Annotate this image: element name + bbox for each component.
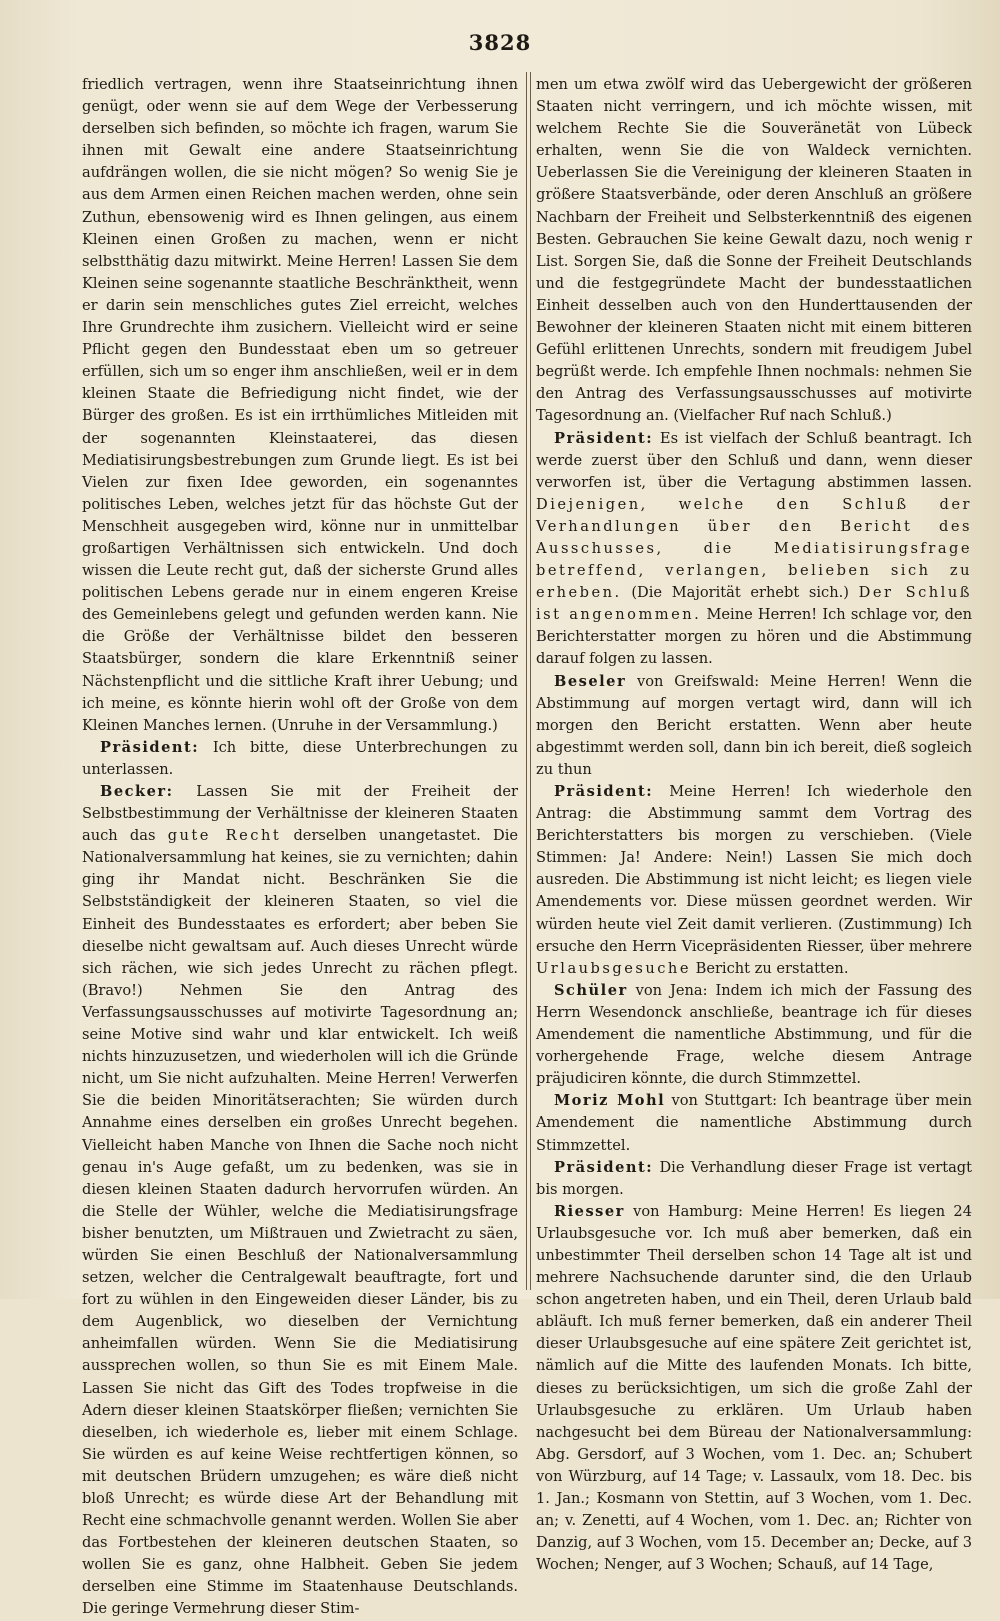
- paragraph-text: men um etwa zwölf wird das Uebergewicht der größeren Staaten nicht verringern, und ich möchte wissen, mit welchem Rechte Sie die Souveränetät von Lübeck erhalten, wenn Sie die von Waldeck vernichten. Ueberlassen Sie die Vereinigung der kleineren Staaten in größere Staatsverbände, oder deren Anschluß an größere Nachbarn der Freiheit und Selbsterkenntniß des eigenen Besten. Gebrauchen Sie keine Gewalt dazu, noch wenig r List. Sorgen Sie, daß die Sonne der Freiheit Deutschlands und die festgegründete Macht der bundesstaatlichen Einheit desselben auch von den Hunderttausenden der Bewohner der kleineren Staaten nicht mit einem bitteren Gefühl erlittenen Unrechts, sondern mit freudigem Jubel begrüßt werde. Ich empfehle Ihnen nochmals: nehmen Sie den Antrag des Verfassungsausschusses auf motivirte Tagesordnung an. (Vielfacher Ruf nach Schluß.): [536, 76, 972, 425]
- speech: [536, 1090, 972, 1156]
- emphasized-text: Diejenigen, welche den Schluß der Verhandlungen über den Bericht des Ausschusses, die Mediatisirungsfrage betreffend, verlangen, belieben sich zu erheben.: [536, 495, 972, 602]
- speech: [82, 737, 518, 781]
- speaker-name: Präsident:: [554, 1158, 654, 1176]
- speaker-name: Präsident:: [554, 783, 654, 800]
- paragraph-text: friedlich vertragen, wenn ihre Staatseinrichtung ihnen genügt, oder wenn sie auf dem Wege der Verbesserung derselben sich befinden, so möchte ich fragen, warum Sie ihnen mit Gewalt eine andere Staatseinrichtung aufdrängen wollen, die sie nicht mögen? So wenig Sie je aus dem Armen einen Reichen machen werden, ohne sein Zuthun, ebensowenig wird es Ihnen gelingen, aus einem Kleinen einen Großen zu machen, wenn er nicht selbstthätig dazu mitwirkt. Meine Herren! Lassen Sie dem Kleinen seine sogenannte staatliche Beschränktheit, wenn er darin sein menschliches gutes Ziel erreicht, welches Ihre Grundrechte ihm zusichern. Vielleicht wird er seine Pflicht gegen den Bundesstaat eben um so getreuer erfüllen, sich um so enger ihm anschließen, weil er in dem kleinen Staate die Befriedigung nicht findet, wie der Bürger des großen. Es ist ein irrthümliches Mitleiden mit der sogenannten Kleinstaaterei, das diesen Mediatisirungsbestrebungen zum Grunde liegt. Es ist bei Vielen zur fixen Idee geworden, ein sogenanntes politisches Leben, welches jetzt für das höchste Gut der Menschheit ausgegeben wird, könne nur in unmittelbar großartigen Verhältnissen sich entwickeln. Und doch wissen die Leute recht gut, daß der sicherste Grund alles politischen Lebens gerade nur in einem engeren Kreise des Gemeinlebens gelegt und gefunden werden kann. Nie die Größe der Verhältnisse bildet den besseren Staatsbürger, sondern die klare Erkenntniß seiner Nächstenpflicht und die sittliche Kraft ihrer Uebung; und ich meine, es könnte hierin wohl oft der Große von dem Kleinen Manches lernen. (Unruhe in der Versammlung.): [82, 76, 518, 734]
- speech: [536, 1201, 972, 1577]
- speech-text: von Hamburg: Meine Herren! Es liegen 24 Urlaubsgesuche vor. Ich muß aber bemerken, daß ein unbestimmter Theil derselben schon 14 Tage alt ist und mehrere Nachsuchende darunter sind, die den Urlaub schon angetreten haben, und ein Theil, deren Urlaub bald abläuft. Ich muß ferner bemerken, daß ein anderer Theil dieser Urlaubsgesuche auf eine spätere Zeit gerichtet ist, nämlich auf die Mitte des laufenden Monats. Ich bitte, dieses zu berücksichtigen, um sich die große Zahl der Urlaubsgesuche zu erklären. Um Urlaub haben nachgesucht bei dem Büreau der Nationalversammlung: Abg. Gersdorf, auf 3 Wochen, vom 1. Dec. an; Schubert von Würzburg, auf 14 Tage; v. Lassaulx, vom 18. Dec. bis 1. Jan.; Kosmann von Stettin, auf 3 Wochen, vom 1. Dec. an; v. Zenetti, auf 4 Wochen, vom 1. Dec. an; Richter von Danzig, auf 3 Wochen, vom 15. December an; Decke, auf 3 Wochen; Nenger, auf 3 Wochen; Schauß, auf 14 Tage,: [536, 1202, 972, 1574]
- speech: [536, 980, 972, 1090]
- speech-text: derselben unangetastet. Die Nationalversammlung hat keines, sie zu vernichten; dahin ging ihr Mandat nicht. Beschränken Sie die Selbstständigkeit der kleineren Staaten, so viel die Einheit des Bundesstaates es erfordert; aber beben Sie dieselbe nicht gewaltsam auf. Auch dieses Unrecht würde sich rächen, wie sich jedes Unrecht zu rächen pflegt. (Bravo!) Nehmen Sie den Antrag des Verfassungsausschusses auf motivirte Tagesordnung an; seine Motive sind wahr und klar entwickelt. Ich weiß nichts hinzuzusetzen, und wiederholen will ich die Gründe nicht, um Sie nicht aufzuhalten. Meine Herren! Verwerfen Sie die beiden Minoritätserachten; Sie würden durch Annahme eines derselben ein großes Unrecht begehen. Vielleicht haben Manche von Ihnen die Sache noch nicht genau in's Auge gefaßt, um zu bedenken, was sie in diesen kleinen Staaten dadurch hervorrufen würden. An die Stelle der Wühler, welche die Mediatisirungsfrage bisher benutzten, um Mißtrauen und Zwietracht zu säen, würden Sie einen Beschluß der Nationalversammlung setzen, welcher die Centralgewalt beauftragte, fort und fort zu wühlen in den Eingeweiden dieser Länder, bis zu dem Augenblick, wo dieselben der Vernichtung anheimfallen würden. Wenn Sie die Mediatisirung aussprechen wollen, so thun Sie es mit Einem Male. Lassen Sie nicht das Gift des Todes tropfweise in die Adern dieser kleinen Staatskörper fließen; vernichten Sie dieselben, ich wiederhole es, lieber mit einem Schlage. Sie würden es auf keine Weise rechtfertigen können, so mit deutschen Brüdern umzugehen; es wäre dieß nicht bloß Unrecht; es würde diese Art der Behandlung mit Recht eine schmachvolle genannt werden. Wollen Sie aber das Fortbestehen der kleineren deutschen Staaten, so wollen Sie es ganz, ohne Halbheit. Geben Sie jedem derselben eine Stimme im Staatenhause Deutschlands. Die geringe Vermehrung dieser Stim-: [82, 827, 519, 1618]
- speaker-name: Schüler: [554, 981, 628, 999]
- speech-text: von Jena: Indem ich mich der Fassung des Herrn Wesendonck anschließe, beantrage ich für dieses Amendement die namentliche Abstimmung, und für die vorhergehende Frage, welche diesem Antrage präjudiciren könnte, die durch Stimmzettel.: [536, 981, 972, 1088]
- speech: [536, 1157, 972, 1201]
- right-column: [536, 74, 973, 1574]
- page-number: 3828: [468, 30, 532, 55]
- speaker-name: Moriz Mohl: [554, 1092, 666, 1110]
- speech: [536, 781, 972, 980]
- speaker-name: Beseler: [554, 672, 627, 690]
- speaker-name: Präsident:: [554, 429, 654, 447]
- speech-text: Bericht zu erstatten.: [690, 959, 849, 977]
- speech-text: (Die Majorität erhebt sich.): [621, 584, 859, 602]
- paragraph: [82, 74, 518, 737]
- speaker-name: Becker:: [100, 783, 174, 800]
- emphasized-text: gute Recht: [167, 827, 282, 845]
- speech-text: Ich bitte, diese Unterbrechungen zu unterlassen.: [82, 738, 518, 778]
- emphasized-text: Urlaubsgesuche: [536, 959, 691, 977]
- speech-text: Lassen Sie mit der Freiheit der Selbstbestimmung der Verhältnisse der kleineren Staaten auch das: [82, 783, 518, 845]
- speaker-name: Riesser: [554, 1202, 625, 1220]
- speech-text: Die Verhandlung dieser Frage ist vertagt bis morgen.: [536, 1158, 972, 1198]
- paragraph: [536, 74, 972, 428]
- speech: [536, 428, 972, 671]
- speech: [536, 671, 972, 781]
- left-column: [82, 74, 519, 1618]
- speech-text: von Stuttgart: Ich beantrage über mein Amendement die namentliche Abstimmung durch Stimmzettel.: [536, 1092, 972, 1154]
- speech-text: Es ist vielfach der Schluß beantragt. Ich werde zuerst über den Schluß und dann, wenn dieser verworfen ist, über die Vertagung abstimmen lassen.: [536, 429, 972, 491]
- speech-text: Meine Herren! Ich wiederhole den Antrag: die Abstimmung sammt dem Vortrag des Berichterstatters bis morgen zu verschieben. (Viele Stimmen: Ja! Andere: Nein!) Lassen Sie mich doch ausreden. Die Abstimmung ist nicht leicht; es liegen viele Amendements vor. Diese müssen geordnet werden. Wir würden heute viel Zeit damit verlieren. (Zustimmung) Ich ersuche den Herrn Vicepräsidenten Riesser, über mehrere: [536, 783, 972, 955]
- emphasized-text: Der Schluß ist angenommen.: [536, 584, 973, 624]
- speech: [82, 781, 518, 1621]
- speech-text: von Greifswald: Meine Herren! Wenn die Abstimmung auf morgen vertagt wird, dann will ich morgen den Bericht erstatten. Wenn aber heute abgestimmt werden soll, dann bin ich bereit, dieß sogleich zu thun: [536, 672, 972, 778]
- column-divider: [526, 72, 531, 1290]
- speaker-name: Präsident:: [100, 738, 200, 756]
- speech-text: Meine Herren! Ich schlage vor, den Berichterstatter morgen zu hören und die Abstimmung darauf folgen zu lassen.: [536, 606, 972, 668]
